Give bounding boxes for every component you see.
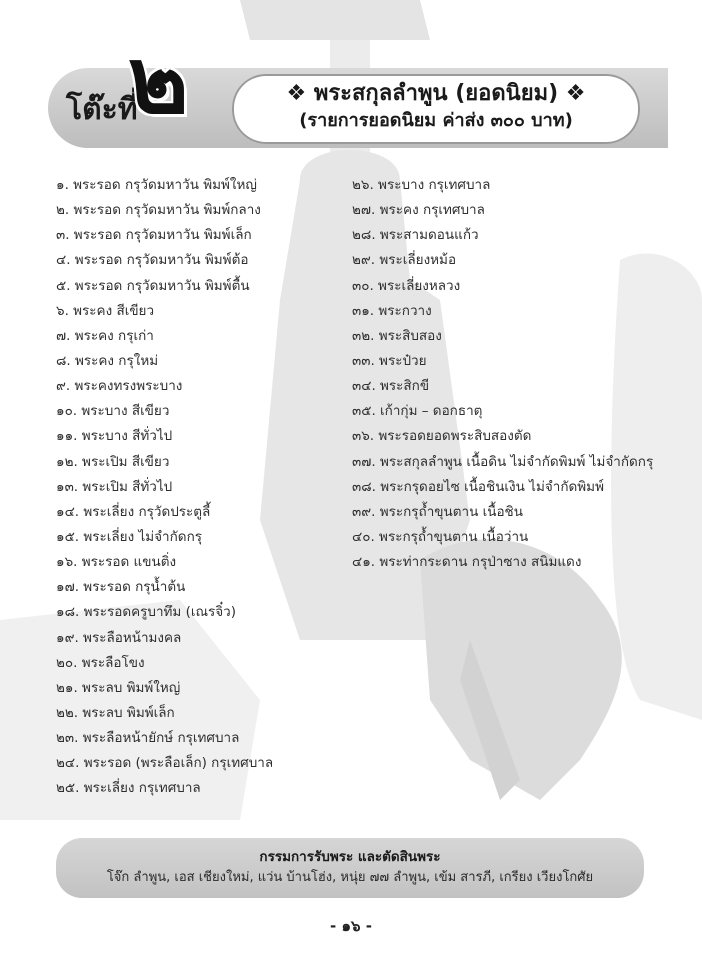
page-number: - ๑๖ - [330, 917, 372, 935]
list-item: ๓๒. พระสิบสอง [352, 327, 442, 344]
list-item: ๓๔. พระสิกขี [352, 378, 430, 395]
list-item: ๑๖. พระรอด แขนติ่ง [56, 554, 177, 571]
list-item: ๒๗. พระคง กรุเทศบาล [352, 202, 485, 219]
list-item: ๗. พระคง กรุเก่า [56, 327, 154, 344]
list-item: ๒๑. พระลบ พิมพ์ใหญ่ [56, 679, 181, 696]
footer-box [56, 838, 644, 898]
list-item: ๑๕. พระเลี่ยง ไม่จำกัดกรุ [56, 528, 202, 545]
list-item: ๔. พระรอด กรุวัดมหาวัน พิมพ์ต้อ [56, 252, 249, 269]
list-item: ๙. พระคงทรงพระบาง [56, 378, 183, 395]
list-item: ๑. พระรอด กรุวัดมหาวัน พิมพ์ใหญ่ [56, 177, 257, 193]
list-item: ๒๘. พระสามดอนแก้ว [352, 227, 479, 244]
list-item: ๑๓. พระเปิม สีทั่วไป [56, 478, 173, 495]
list-item: ๖. พระคง สีเขียว [56, 302, 155, 319]
list-item: ๓๑. พระกวาง [352, 302, 432, 319]
page-subtitle: (รายการยอดนิยม ค่าส่ง ๓๐๐ บาท) [299, 110, 573, 131]
list-item: ๒๖. พระบาง กรุเทศบาล [352, 177, 491, 193]
list-item: ๔๐. พระกรุถ้ำขุนตาน เนื้อว่าน [352, 528, 529, 545]
committee-title: กรรมการรับพระ และตัดสินพระ [259, 849, 441, 865]
list-item: ๓๕. เก้ากุ่ม – ดอกธาตุ [352, 403, 483, 420]
amulet-list-right [352, 173, 652, 575]
list-item: ๒๙. พระเลี่ยงหม้อ [352, 252, 457, 269]
committee-names: โจ๊ก ลำพูน, เอส เชียงใหม่, แว่น บ้านโฮ่ง, หนุ่ย ๗๗ ลำพูน, เข้ม สารภี, เกรียง เวียงโกศัย [106, 870, 594, 885]
list-item: ๒๐. พระลือโขง [56, 654, 145, 671]
list-item: ๒๓. พระลือหน้ายักษ์ กรุเทศบาล [56, 730, 240, 747]
list-item: ๘. พระคง กรุใหม่ [56, 352, 159, 369]
list-item: ๔๑. พระท่ากระดาน กรุป่าซาง สนิมแดง [352, 554, 582, 571]
list-item: ๕. พระรอด กรุวัดมหาวัน พิมพ์ตื้น [56, 277, 250, 294]
list-item: ๓๖. พระรอดยอดพระสิบสองตัด [352, 428, 532, 445]
list-item: ๑๐. พระบาง สีเขียว [56, 403, 170, 420]
table-number: ๒ [128, 26, 189, 134]
list-item: ๒๒. พระลบ พิมพ์เล็ก [56, 704, 175, 721]
amulet-list-left [56, 173, 346, 802]
list-item: ๑๘. พระรอดครูบาทึม (เณรจิ๋ว) [56, 604, 237, 621]
list-item: ๑๑. พระบาง สีทั่วไป [56, 428, 173, 445]
list-item: ๓๓. พระป๋วย [352, 352, 427, 369]
list-item: ๒. พระรอด กรุวัดมหาวัน พิมพ์กลาง [56, 202, 261, 219]
title-box [232, 74, 640, 144]
list-item: ๒๔. พระรอด (พระลือเล็ก) กรุเทศบาล [56, 755, 274, 772]
list-item: ๑๔. พระเลี่ยง กรุวัดประตูลี้ [56, 503, 211, 520]
list-item: ๓๐. พระเลี่ยงหลวง [352, 277, 461, 294]
list-item: ๓. พระรอด กรุวัดมหาวัน พิมพ์เล็ก [56, 227, 252, 244]
list-item: ๓๙. พระกรุถ้ำขุนตาน เนื้อชิน [352, 503, 523, 520]
list-item: ๑๙. พระลือหน้ามงคล [56, 629, 182, 646]
list-item: ๑๗. พระรอด กรุน้ำต้น [56, 579, 186, 596]
list-item: ๓๗. พระสกุลลำพูน เนื้อดิน ไม่จำกัดพิมพ์ ไม่จำกัดกรุ [352, 453, 654, 470]
page-title: ❖ พระสกุลลำพูน (ยอดนิยม) ❖ [286, 81, 586, 106]
list-item: ๒๕. พระเลี่ยง กรุเทศบาล [56, 780, 201, 797]
list-item: ๓๘. พระกรุดอยไซ เนื้อชินเงิน ไม่จำกัดพิมพ์ [352, 478, 604, 495]
list-item: ๑๒. พระเปิม สีเขียว [56, 453, 170, 470]
table-label: โต๊ะที่ [66, 92, 138, 127]
